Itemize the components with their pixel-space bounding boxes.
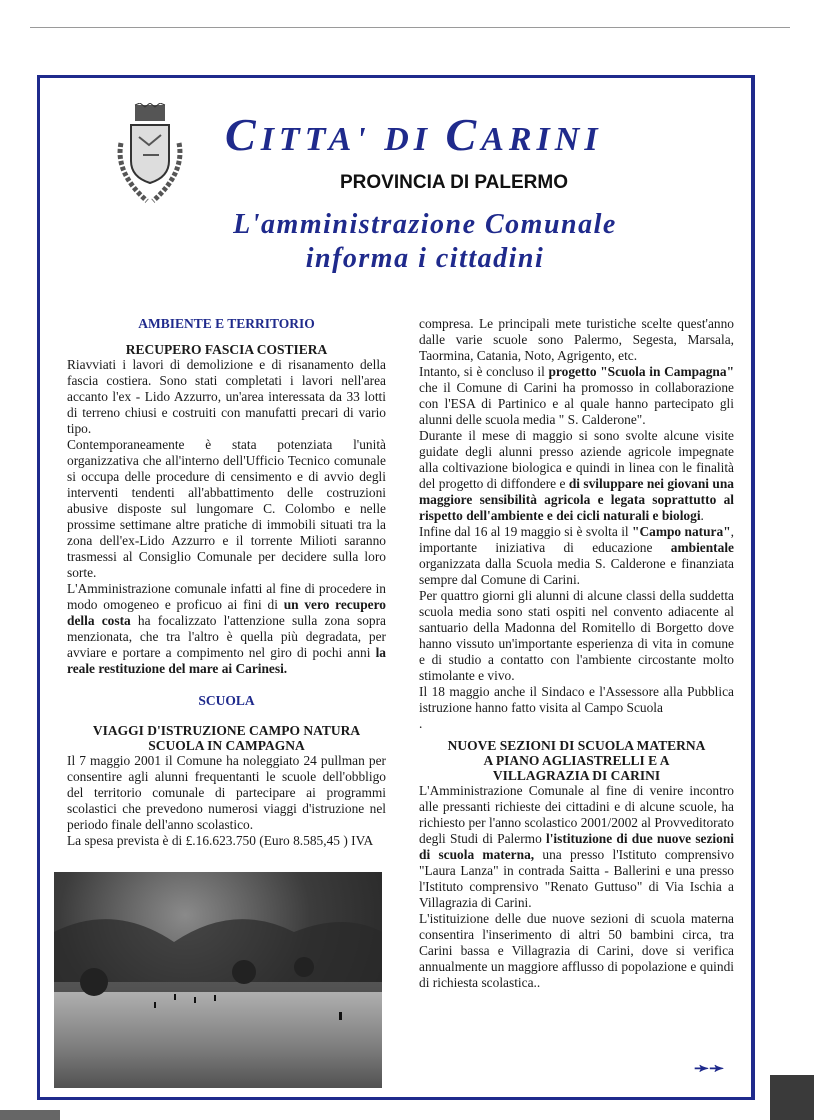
- scan-top-line: [30, 27, 790, 28]
- text: una presso l'Istituto comprensivo "Laura Lanza" in contrada Saitta - Ballerini e una presso l'Istituto comprensivo "Renato Guttuso" di Via Ischia a Villagrazia di Carini.: [419, 847, 735, 910]
- paragraph: [67, 437, 386, 581]
- article-body-viaggi: [67, 753, 386, 849]
- paragraph: [419, 364, 734, 428]
- paragraph: [419, 524, 734, 588]
- bold-text: "Campo natura": [632, 524, 731, 539]
- text: , importante iniziativa di educazione: [419, 524, 734, 555]
- text: .: [700, 508, 704, 523]
- article-body-recupero: [67, 357, 386, 677]
- paragraph: [419, 911, 734, 991]
- province-subtitle: PROVINCIA DI PALERMO: [340, 172, 569, 193]
- text: che il Comune di Carini ha promosso in collaborazione con l'ESA di Partinico e al quale hanno partecipato gli alunni delle scuola media " S. Calderone".: [419, 380, 734, 427]
- text: Il 7 maggio 2001 il Comune ha noleggiato 24 pullman per consentire agli alunni frequentanti le scuole dell'obbligo del territorio comunale di partecipare ai programmi scolastici che prevedono numerosi viaggi d'istruzione nel periodo finale dell'anno scolastico.: [67, 753, 386, 832]
- paragraph: [419, 783, 734, 911]
- article-body-materna: [419, 783, 734, 991]
- article-heading-recupero: RECUPERO FASCIA COSTIERA: [125, 342, 328, 357]
- paragraph: [67, 357, 386, 437]
- text: compresa. Le principali mete turistiche scelte quest'anno dalle varie scuole sono Palermo, Segesta, Marsala, Taormina, Catania, Noto, Agrigento, etc.: [419, 316, 734, 363]
- text: Contemporaneamente è stata potenziata l'unità organizzativa che all'interno dell'Ufficio Tecnico comunale si occupa delle procedure di censimento e di avvio degli interventi tendenti all'abbattimento delle costruzioni abusive disposte sul lungomare C. Colombo e nelle prossime settimane altre pratiche di immobili situati tra la zona dell'ex-Lido Azzurro e il torrente Milioti saranno trasmessi al Consiglio Comunale per decidere sulla loro sorte.: [67, 437, 386, 580]
- slogan: L'amministrazione Comunale informa i cittadini: [233, 209, 617, 274]
- text: Il 18 maggio anche il Sindaco e l'Assessore alla Pubblica istruzione hanno fatto visita al Campo Scuola: [419, 684, 734, 715]
- bold-text: la reale restituzione del mare ai Carinesi.: [67, 645, 386, 676]
- photo-campo-natura: [54, 872, 382, 1088]
- text: organizzata dalla Scuola media S. Calderone e finanziata sempre dal Comune di Carini.: [419, 556, 734, 587]
- right-column: [419, 316, 734, 991]
- scan-edge: [770, 1075, 814, 1120]
- bold-text: l'istituzione di due nuove sezioni di scuola materna,: [419, 831, 734, 862]
- paragraph: [67, 581, 386, 677]
- section-heading-ambiente: AMBIENTE E TERRITORIO: [138, 316, 315, 331]
- page-title: CITTA' DI CARINI: [225, 109, 603, 160]
- bold-text: di sviluppare nei giovani una maggiore sensibilità agricola e legata soprattutto al rispetto dell'ambiente e dei cicli naturali e biologi: [419, 476, 734, 523]
- text: L'Amministrazione Comunale al fine di venire incontro alle pressanti richieste dei cittadini e di alcune scuole, ha richiesto per l'anno scolastico 2001/2002 al Provveditorato degli Studi di Palermo: [419, 783, 734, 846]
- paragraph: [419, 684, 734, 716]
- paragraph: [67, 753, 386, 833]
- paragraph: [419, 428, 734, 524]
- text: Infine dal 16 al 19 maggio si è svolta il: [419, 524, 633, 539]
- text: Per quattro giorni gli alunni di alcune classi della suddetta scuola media sono stati ospiti nel convento adiacente al santuario della Madonna del Romitello di Borgetto dove hanno vissuto un'importante esperienza di vita in comune e di studio a contatto con l'ambiente circostante molto stimolante e vivo.: [419, 588, 734, 683]
- text: Riavviati i lavori di demolizione e di risanamento della fascia costiera. Sono stati completati i lavori nell'area accanto l'ex - Lido Azzurro, un'area interessata da 33 lotti di terreno chiusi e costruiti con manufatti precari di vario tipo.: [67, 357, 386, 436]
- paragraph: [419, 588, 734, 684]
- text: L'Amministrazione comunale infatti al fine di procedere in modo omogeneo e proficuo ai fini di: [67, 581, 386, 612]
- left-column: [67, 316, 386, 849]
- text: Intanto, si è concluso il: [419, 364, 549, 379]
- city-crest-icon: [113, 103, 187, 211]
- text: La spesa prevista è di £.16.623.750 (Euro 8.585,45 ) IVA: [67, 833, 374, 848]
- paragraph: [419, 316, 734, 364]
- section-heading-scuola: SCUOLA: [198, 693, 255, 708]
- continue-arrow-icon: ➛➛: [694, 1058, 725, 1078]
- paragraph: [67, 833, 386, 849]
- article-heading-viaggi: VIAGGI D'ISTRUZIONE CAMPO NATURA SCUOLA IN CAMPAGNA: [92, 723, 361, 753]
- stray-dot: .: [419, 716, 423, 731]
- bold-text: progetto "Scuola in Campagna": [548, 364, 735, 379]
- text: L'istituizione delle due nuove sezioni di scuola materna consentira l'inserimento di altri 50 bambini circa, tra Carini bassa e Villagrazia di Carini, dove si verifica annualmente un maggiore afflusso di popolazione e quindi di richiesta scolastica..: [419, 911, 734, 990]
- article-body-continued: [419, 316, 734, 716]
- bold-text: un vero recupero della costa: [67, 597, 386, 628]
- bold-text: ambientale: [670, 540, 734, 555]
- article-heading-materna: NUOVE SEZIONI DI SCUOLA MATERNA A PIANO AGLIASTRELLI E A VILLAGRAZIA DI CARINI: [447, 738, 706, 783]
- text: ha focalizzato l'attenzione sulla zona sopra menzionata, che tra l'altro è quella più degradata, per avviare e portare a compimento nel giro di pochi anni: [67, 613, 386, 660]
- scan-edge: [0, 1110, 60, 1120]
- text: Durante il mese di maggio si sono svolte alcune visite guidate degli alunni presso aziende agricole impegnate alla coltivazione biologica e quindi in linea con le finalità del progetto di diffondere e: [419, 428, 734, 491]
